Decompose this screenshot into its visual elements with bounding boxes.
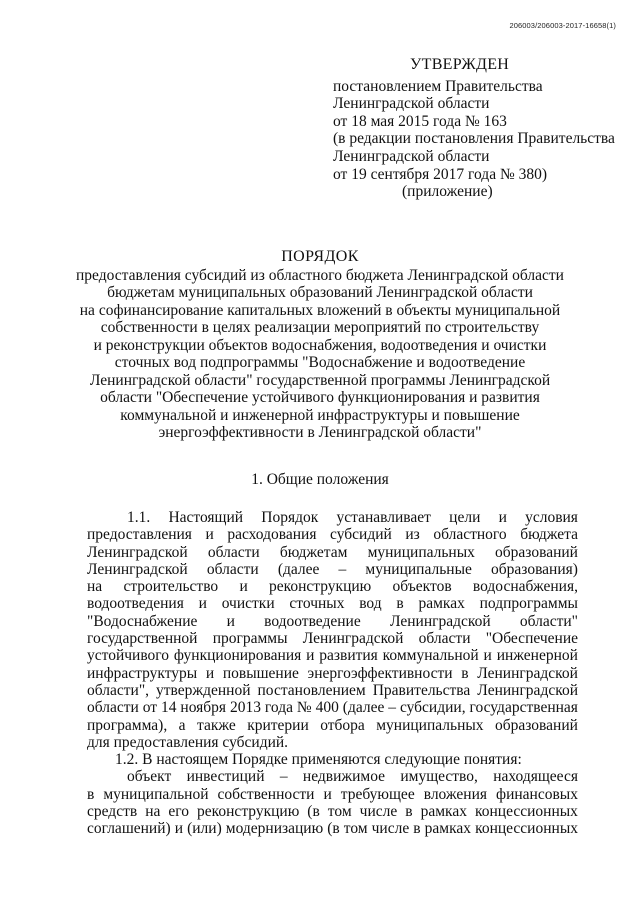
body-word: утвержденной — [156, 681, 251, 699]
body-word: недвижимое — [302, 768, 386, 786]
body-word: муниципальных — [367, 543, 475, 561]
body-word: ноября — [180, 699, 227, 717]
body-word: устанавливает — [336, 509, 431, 526]
body-word: инфраструктуры — [87, 664, 198, 682]
body-word: условия — [525, 509, 578, 526]
body-line — [87, 682, 578, 699]
body-word: от — [142, 699, 158, 717]
body-word: и — [198, 595, 207, 613]
order-title-line: на софинансирование капитальных вложений в объекты муниципальной — [79, 301, 561, 319]
body-word: инвестиций — [186, 768, 265, 786]
approval-appendix: (приложение) — [402, 183, 493, 201]
body-word: требующее — [340, 785, 415, 803]
body-word: и — [498, 509, 507, 526]
body-word: функционирования — [173, 647, 302, 665]
body-word: "Обеспечение — [485, 630, 578, 648]
body-word: находящееся — [493, 768, 578, 786]
body-line — [87, 786, 578, 803]
body-word: (далее — [342, 699, 385, 717]
body-word: предоставления — [87, 526, 192, 544]
body-word: государственной — [87, 630, 198, 648]
body-word: средств — [87, 803, 138, 821]
body-word: и — [226, 612, 235, 630]
body-word: сточных — [289, 595, 345, 613]
body-word: имущество, — [400, 768, 478, 786]
body-word: образований — [494, 716, 578, 734]
body-line — [87, 578, 578, 595]
body-word: собственности — [217, 785, 315, 803]
approval-line: (в редакции постановления Правительства — [333, 130, 615, 148]
body-word: (далее — [277, 560, 320, 578]
body-word: подпрограммы — [479, 595, 578, 613]
body-word: соглашений) — [87, 820, 171, 838]
body-word: критерии — [247, 716, 309, 734]
body-line — [87, 630, 578, 647]
order-title-line: собственности в целях реализации мероприятий по строительству — [100, 319, 540, 336]
body-line — [87, 544, 578, 561]
body-word: области" — [519, 612, 578, 630]
body-word: водоснабжения, — [472, 578, 578, 596]
body-word: – — [338, 560, 347, 578]
body-line — [87, 613, 578, 630]
body-word: постановлением — [257, 681, 366, 699]
body-word: числе — [359, 803, 398, 821]
body-word: муниципальной — [103, 785, 209, 803]
body-word: Правительства — [372, 681, 471, 699]
order-title-line: сточных вод подпрограммы "Водоснабжение и водоотведение — [114, 354, 526, 371]
order-title-line: области "Обеспечение устойчивого функционирования и развития — [100, 389, 540, 406]
body-word: и — [306, 647, 315, 665]
document-id: 206003/206003-2017-16658(1) — [509, 21, 616, 30]
approval-stamp — [333, 56, 633, 201]
body-word: и — [239, 578, 248, 596]
approval-line: постановлением Правительства — [333, 77, 543, 95]
body-line — [87, 717, 578, 734]
body-word: области", — [87, 681, 150, 699]
order-title-line: энергоэффективности в Ленинградской области" — [158, 424, 482, 441]
approval-line: Ленинградской области — [333, 95, 490, 113]
body-word: числе — [371, 820, 410, 838]
body-word: и — [323, 785, 332, 803]
body-word: 2013 — [230, 699, 261, 717]
order-title-line: и реконструкции объектов водоснабжения, водоотведения и очистки — [93, 336, 547, 354]
body-word: программы — [212, 630, 288, 648]
body-word: очистки — [221, 595, 275, 613]
approval-line: от 19 сентября 2017 года № 380) — [333, 165, 548, 183]
body-word: и — [174, 820, 184, 838]
body-word: отбора — [320, 716, 365, 734]
body-line — [87, 595, 578, 612]
body-word: Ленинградской — [389, 612, 491, 630]
body-word: образования) — [491, 560, 578, 578]
body-word: образований — [495, 543, 578, 561]
body-word: на — [87, 578, 103, 596]
body-word: области — [87, 699, 139, 717]
body-line — [87, 820, 578, 837]
approval-title: УТВЕРЖДЕН — [410, 56, 510, 73]
body-word: в — [87, 785, 95, 803]
body-word: области — [206, 560, 259, 578]
body-word: реконструкцию — [197, 803, 300, 821]
body-word: Ленинградской — [87, 560, 188, 578]
body-word: том — [343, 820, 368, 838]
body-word: в — [461, 664, 469, 682]
body-line — [87, 526, 578, 543]
body-word: вод — [359, 595, 382, 613]
body-word: субсидий — [330, 526, 392, 544]
body-word: также — [196, 716, 236, 734]
body-word: водоотведение — [264, 612, 361, 630]
body-line — [87, 561, 578, 578]
order-title: ПОРЯДОК — [281, 248, 359, 265]
body-word: и — [205, 664, 215, 682]
section-heading: 1. Общие положения — [251, 471, 389, 488]
body-word: реконструкцию — [269, 578, 372, 596]
body-word: в — [396, 595, 404, 613]
order-title-line: коммунальной и инженерной инфраструктуры и повышение — [120, 406, 520, 424]
body-word: областного — [433, 526, 507, 544]
order-title-line: предоставления субсидий из областного бюджета Ленинградской области — [76, 266, 564, 284]
body-word: концессионных — [475, 803, 578, 821]
body-word: (в — [327, 820, 340, 838]
body-word: года — [264, 699, 293, 717]
body-line — [87, 699, 578, 716]
body-word: субсидии, — [399, 699, 466, 717]
approval-line: Ленинградской области — [333, 147, 490, 165]
body-line: 1.2. В настоящем Порядке применяются следующие понятия: — [115, 751, 522, 769]
body-word: государственная — [469, 699, 578, 717]
body-word: том — [327, 803, 352, 821]
body-word: 400 — [315, 699, 339, 717]
order-title-line: Ленинградской области" государственной программы Ленинградской — [89, 371, 551, 389]
body-word: и — [483, 647, 492, 665]
order-title-block — [70, 248, 570, 442]
body-word: Ленинградской — [477, 681, 578, 699]
body-word: объектов — [392, 578, 452, 596]
body-word: в — [413, 820, 421, 838]
body-word: на — [145, 803, 161, 821]
order-title-line: бюджетам муниципальных образований Ленинградской области — [107, 284, 533, 301]
body-word: вложения — [423, 785, 488, 803]
body-word: устойчивого — [87, 647, 170, 665]
body-word: расходования — [227, 526, 317, 544]
body-word: – — [388, 699, 397, 717]
body-word: энергоэффективности — [307, 664, 453, 682]
body-word: программа), — [87, 716, 168, 734]
body-word: муниципальных — [376, 716, 484, 734]
body-text — [87, 509, 578, 838]
body-line — [87, 647, 578, 664]
body-word: из — [405, 526, 420, 544]
body-word: строительство — [123, 578, 219, 596]
body-word: Ленинградской — [302, 630, 404, 648]
body-word: – — [279, 768, 288, 786]
body-word: цели — [449, 509, 481, 526]
body-word: Порядок — [261, 509, 319, 526]
body-word: инженерной — [496, 647, 578, 665]
body-word: 1.1. — [127, 509, 151, 526]
body-word: рамках — [424, 820, 472, 838]
body-line — [87, 509, 578, 526]
body-word: объект — [127, 768, 172, 786]
body-word: бюджетам — [279, 543, 348, 561]
body-word: "Водоснабжение — [87, 612, 198, 630]
body-word: № — [296, 699, 312, 717]
body-word: (в — [307, 803, 320, 821]
body-word: Ленинградской — [477, 664, 578, 682]
body-word: коммунальной — [382, 647, 479, 665]
body-line: для предоставления субсидий. — [87, 733, 289, 751]
body-word: а — [178, 716, 186, 734]
body-word: развития — [319, 647, 378, 665]
body-line — [87, 768, 578, 785]
body-word: в — [405, 803, 413, 821]
body-word: рамках — [418, 595, 465, 613]
body-word: муниципальные — [365, 560, 472, 578]
body-word: модернизацию — [225, 820, 324, 838]
body-word: 14 — [161, 699, 177, 717]
body-word: повышение — [222, 664, 299, 682]
body-word: финансовых — [496, 785, 578, 803]
body-word: Ленинградской — [87, 543, 188, 561]
body-word: области — [418, 630, 471, 648]
body-word: и — [205, 526, 214, 544]
body-word: водоотведения — [87, 595, 184, 613]
body-word: концессионных — [475, 820, 578, 838]
body-word: бюджета — [520, 526, 578, 544]
body-word: (или) — [187, 820, 222, 838]
body-word: его — [168, 803, 189, 821]
approval-line: от 18 мая 2015 года № 163 — [333, 112, 507, 130]
body-line — [87, 803, 578, 820]
body-word: рамках — [420, 803, 467, 821]
body-word: области — [207, 543, 260, 561]
body-line — [87, 665, 578, 682]
body-word: Настоящий — [168, 509, 244, 526]
